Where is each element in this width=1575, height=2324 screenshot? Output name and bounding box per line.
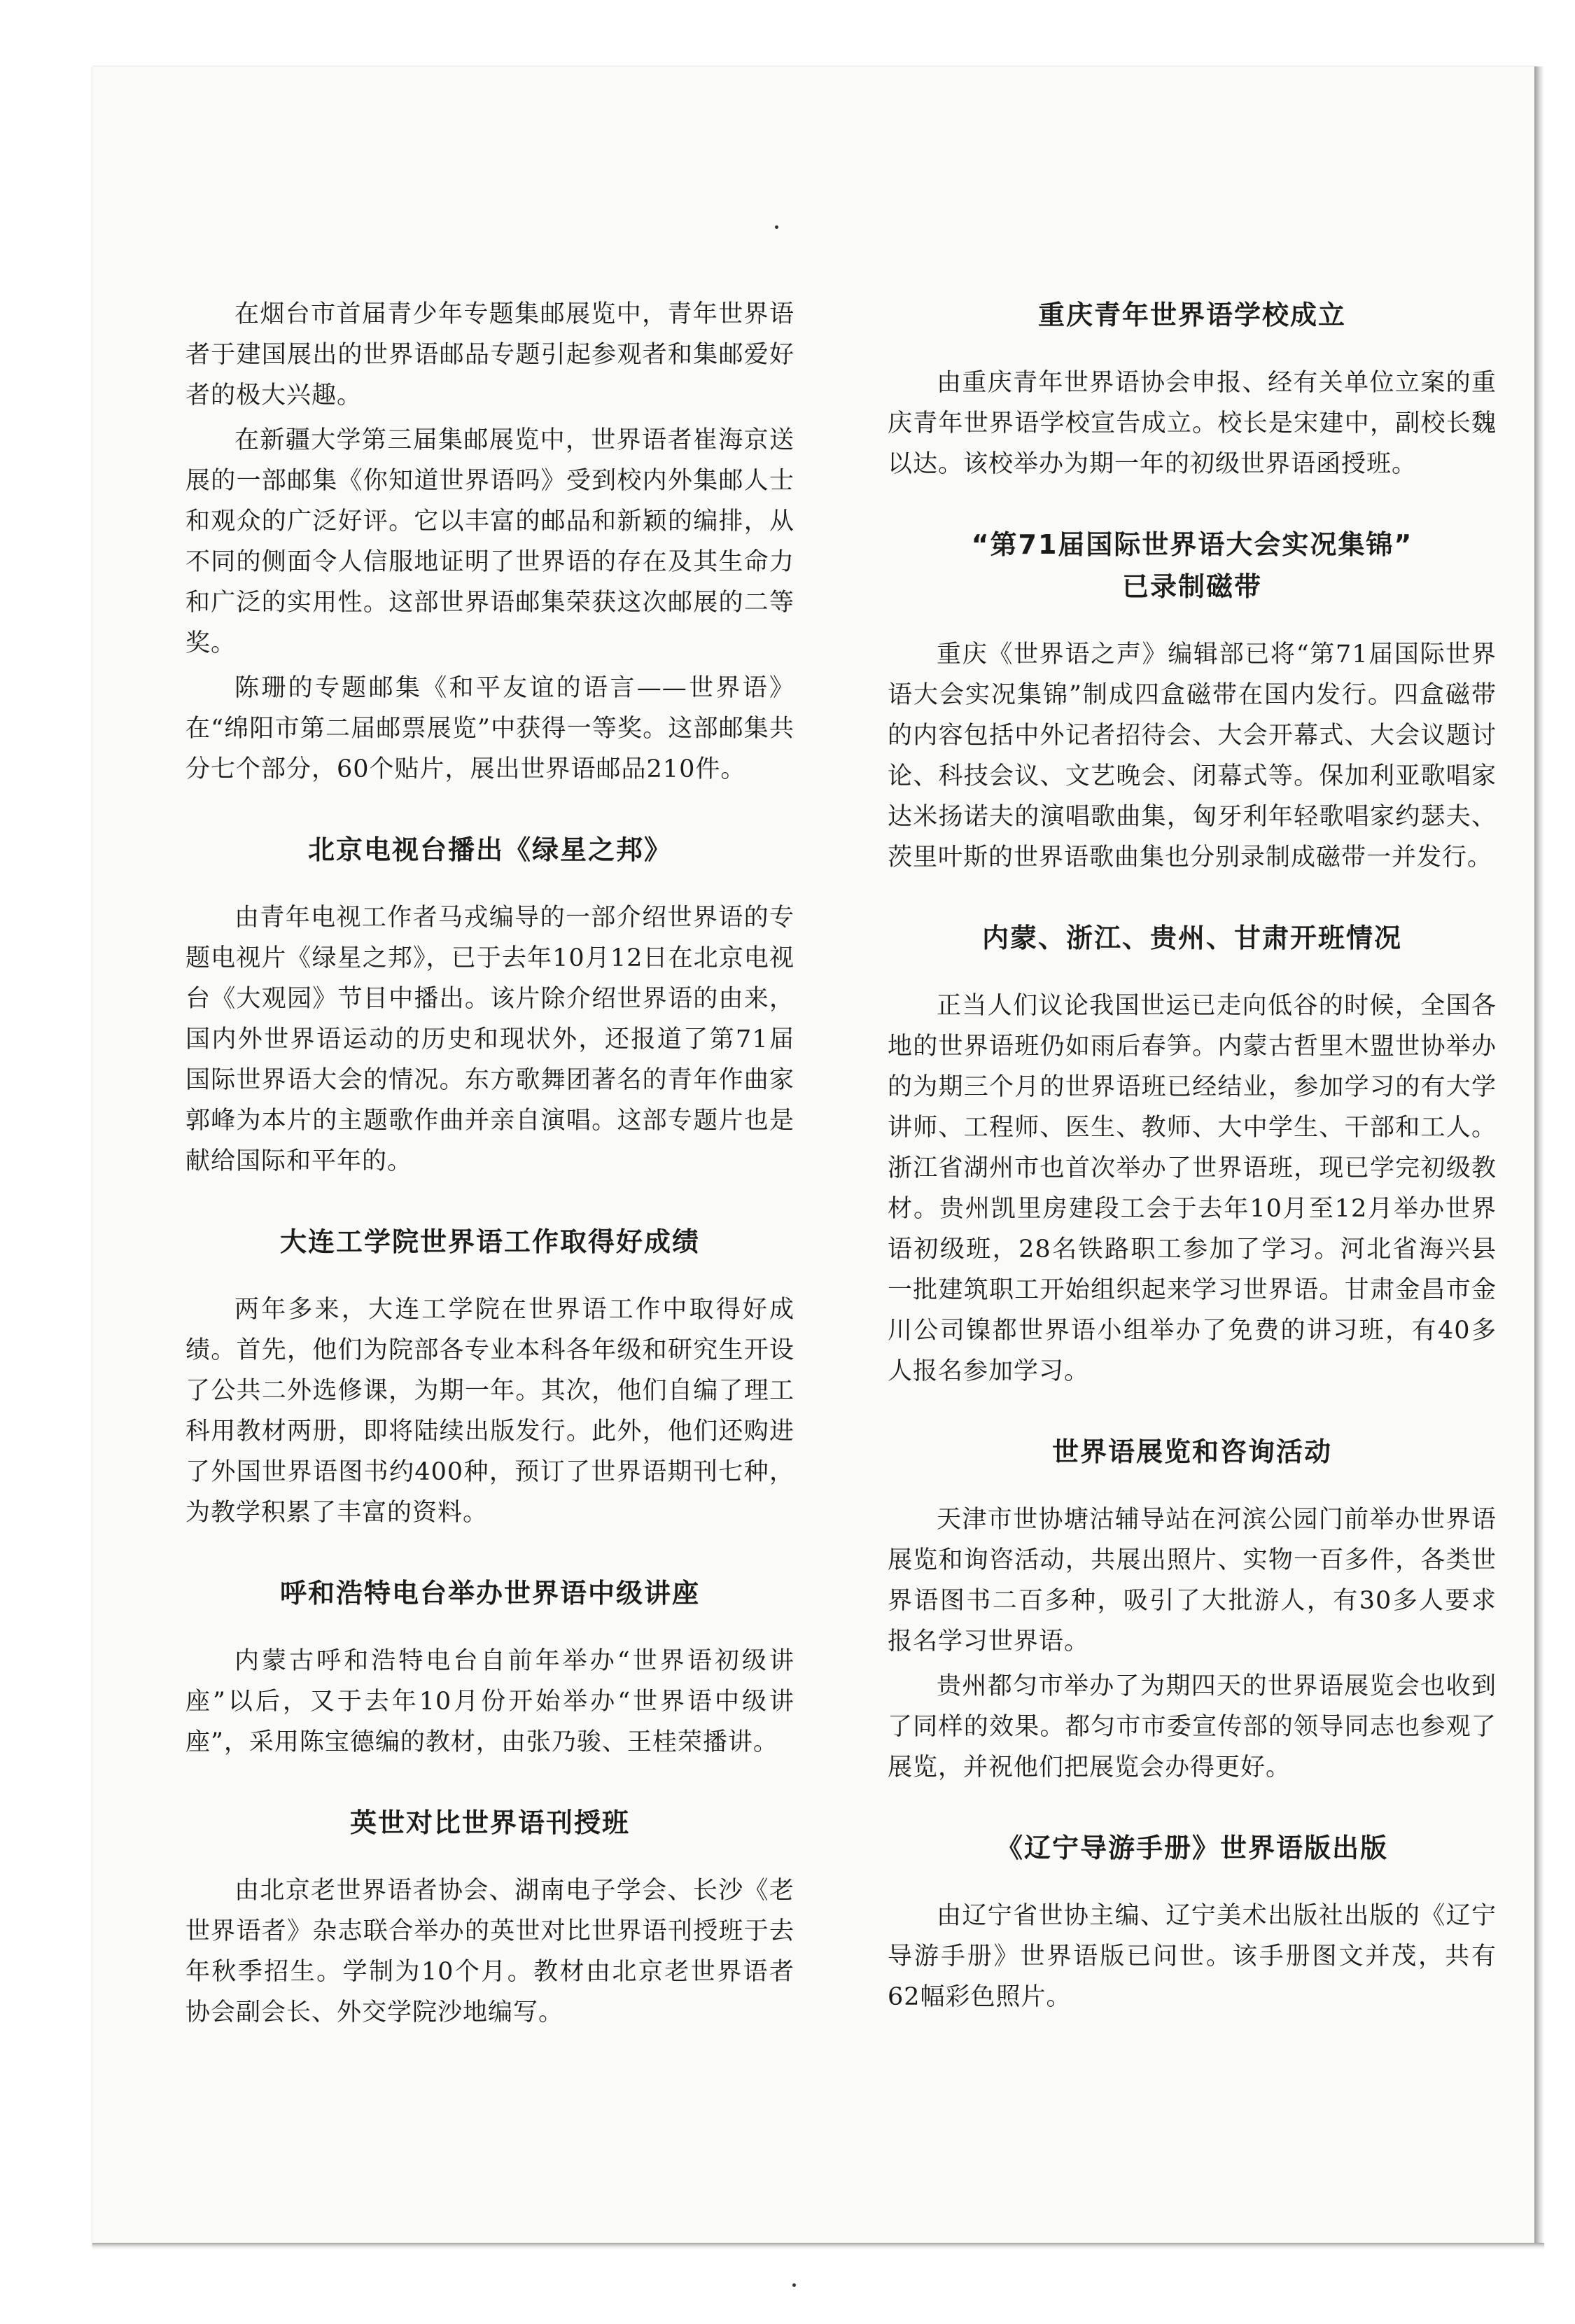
article-paragraph: 在烟台市首届青少年专题集邮展览中，青年世界语者于建国展出的世界语邮品专题引起参观者和集邮爱好者的极大兴趣。 (186, 300, 794, 410)
section-heading (186, 829, 794, 871)
section-heading (186, 1572, 794, 1614)
section-heading (888, 917, 1497, 959)
left-column (186, 294, 794, 2037)
article-paragraph: 天津市世协塘沽辅导站在河滨公园门前举办世界语展览和询咨活动，共展出照片、实物一百多件，各类世界语图书二百多种，吸引了大批游人，有30多人要求报名学习世界语。 (888, 1506, 1497, 1656)
section-heading-line: “第71届国际世界语大会实况集锦” (971, 529, 1413, 560)
article-paragraph: 由辽宁省世协主编、辽宁美术出版社出版的《辽宁导游手册》世界语版已问世。该手册图文并茂，共有62幅彩色照片。 (888, 1902, 1497, 2011)
speck-mark (775, 225, 778, 229)
section-heading (888, 294, 1497, 336)
section-heading-line: 内蒙、浙江、贵州、甘肃开班情况 (981, 923, 1402, 953)
section-heading (186, 1802, 794, 1844)
right-column (888, 294, 1497, 2022)
section-heading-line: 大连工学院世界语工作取得好成绩 (279, 1226, 700, 1257)
page-edge-shadow (1534, 66, 1544, 2249)
speck-mark (792, 2283, 796, 2287)
article-paragraph: 正当人们议论我国世运已走向低谷的时候，全国各地的世界语班仍如雨后春笋。内蒙古哲里木盟世协举办的为期三个月的世界语班已经结业，参加学习的有大学讲师、工程师、医生、教师、大中学生、干部和工人。浙江省湖州市也首次举办了世界语班，现已学完初级教材。贵州凯里房建段工会于去年10月至12月举办世界语初级班，28名铁路职工参加了学习。河北省海兴县一批建筑职工开始组织起来学习世界语。甘肃金昌市金川公司镍都世界语小组举办了免费的讲习班，有40多人报名参加学习。 (888, 992, 1497, 1385)
article-paragraph: 由青年电视工作者马戎编导的一部介绍世界语的专题电视片《绿星之邦》，已于去年10月12日在北京电视台《大观园》节目中播出。该片除介绍世界语的由来，国内外世界语运动的历史和现状外，还报道了第71届国际世界语大会的情况。东方歌舞团著名的青年作曲家郭峰为本片的主题歌作曲并亲自演唱。这部专题片也是献给国际和平年的。 (186, 904, 794, 1175)
section-heading-line: 《辽宁导游手册》世界语版出版 (995, 1833, 1388, 1863)
article-paragraph: 在新疆大学第三届集邮展览中，世界语者崔海京送展的一部邮集《你知道世界语吗》受到校内外集邮人士和观众的广泛好评。它以丰富的邮品和新颖的编排，从不同的侧面令人信服地证明了世界语的存在及其生命力和广泛的实用性。这部世界语邮集荣获这次邮展的二等奖。 (186, 426, 794, 657)
section-heading-line: 重庆青年世界语学校成立 (1037, 300, 1346, 330)
section-heading (888, 524, 1497, 608)
article-paragraph: 贵州都匀市举办了为期四天的世界语展览会也收到了同样的效果。都匀市市委宣传部的领导同志也参观了展览，并祝他们把展览会办得更好。 (888, 1672, 1497, 1782)
article-paragraph: 内蒙古呼和浩特电台自前年举办“世界语初级讲座”以后，又于去年10月份开始举办“世界语中级讲座”，采用陈宝德编的教材，由张乃骏、王桂荣播讲。 (186, 1647, 794, 1756)
section-heading-line: 世界语展览和咨询活动 (1051, 1436, 1332, 1467)
section-heading (888, 1827, 1497, 1869)
article-paragraph: 由重庆青年世界语协会申报、经有关单位立案的重庆青年世界语学校宣告成立。校长是宋建中，副校长魏以达。该校举办为期一年的初级世界语函授班。 (888, 369, 1497, 478)
article-paragraph: 两年多来，大连工学院在世界语工作中取得好成绩。首先，他们为院部各专业本科各年级和研究生开设了公共二外选修课，为期一年。其次，他们自编了理工科用教材两册，即将陆续出版发行。此外，他们还购进了外国世界语图书约400种，预订了世界语期刊七种，为教学积累了丰富的资料。 (186, 1296, 794, 1527)
section-heading (186, 1221, 794, 1263)
section-heading-line: 英世对比世界语刊授班 (349, 1807, 630, 1838)
section-heading-line: 呼和浩特电台举办世界语中级讲座 (279, 1578, 700, 1609)
article-paragraph: 由北京老世界语者协会、湖南电子学会、长沙《老世界语者》杂志联合举办的英世对比世界语刊授班于去年秋季招生。学制为10个月。教材由北京老世界语者协会副会长、外交学院沙地编写。 (186, 1877, 794, 2026)
section-heading-line: 北京电视台播出《绿星之邦》 (307, 834, 672, 865)
article-paragraph: 陈珊的专题邮集《和平友谊的语言——世界语》在“绵阳市第二届邮票展览”中获得一等奖。这部邮集共分七个部分，60个贴片，展出世界语邮品210件。 (186, 674, 794, 783)
article-paragraph: 重庆《世界语之声》编辑部已将“第71届国际世界语大会实况集锦”制成四盒磁带在国内发行。四盒磁带的内容包括中外记者招待会、大会开幕式、大会议题讨论、科技会议、文艺晚会、闭幕式等。保加利亚歌唱家达米扬诺夫的演唱歌曲集，匈牙利年轻歌唱家约瑟夫、茨里叶斯的世界语歌曲集也分别录制成磁带一并发行。 (888, 640, 1497, 872)
section-heading (888, 1431, 1497, 1473)
page-bottom-shadow (92, 2243, 1544, 2250)
section-heading-line: 已录制磁带 (1121, 571, 1262, 602)
